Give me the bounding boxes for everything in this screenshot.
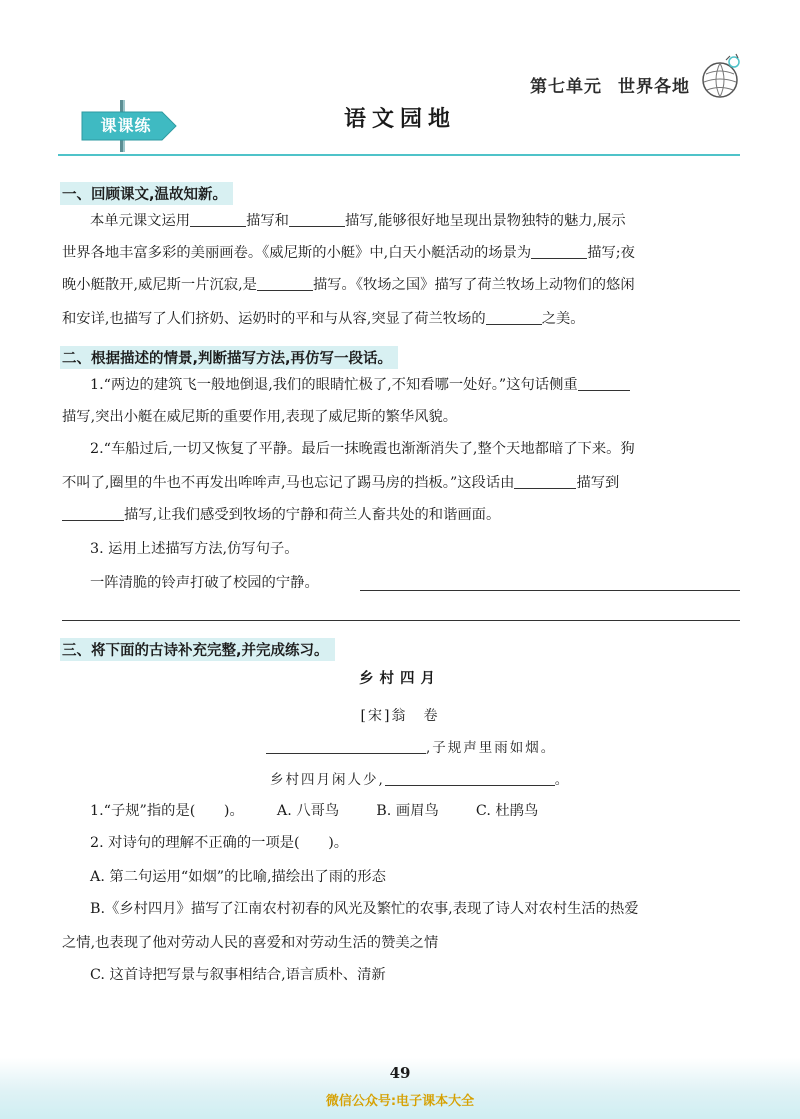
section-3-option-a[interactable]: A. 第二句运用“如烟”的比喻,描绘出了雨的形态 [90, 869, 386, 885]
badge-label: 课课练 [100, 116, 152, 135]
answer-blank[interactable] [385, 769, 555, 786]
text-segment: 。 [554, 772, 571, 788]
section-1-line-4 [62, 304, 744, 334]
unit-topic: 世界各地 [618, 77, 690, 97]
text-segment: 不叫了,圈里的牛也不再发出哞哞声,马也忘记了踢马房的挡板。”这段话由 [62, 475, 515, 491]
section-3-option-b-line-2: 之情,也表现了他对劳动人民的喜爱和对劳动生活的赞美之情 [62, 935, 439, 951]
text-segment: 世界各地丰富多彩的美丽画卷。《威尼斯的小艇》中,白天小艇活动的场景为 [62, 245, 532, 261]
section-2-q3-prompt: 一阵清脆的铃声打破了校园的宁静。 [90, 575, 319, 591]
option-b[interactable]: B. 画眉鸟 [376, 803, 439, 819]
text-segment: 描写和 [246, 213, 289, 229]
section-2-title: 二、根据描述的情景,判断描写方法,再仿写一段话。 [60, 346, 398, 369]
section-2-q2-line-3 [62, 500, 744, 530]
answer-blank[interactable] [266, 737, 426, 754]
unit-label: 第七单元 [530, 77, 602, 97]
section-3-q2: 2. 对诗句的理解不正确的一项是( )。 [90, 835, 349, 851]
footer-note: 微信公众号:电子课本大全 [325, 1094, 475, 1109]
answer-blank[interactable] [486, 308, 542, 325]
page-number: 49 [389, 1064, 411, 1082]
question-text: 1.“子规”指的是( )。 [90, 803, 244, 819]
section-3-title: 三、将下面的古诗补充完整,并完成练习。 [60, 638, 335, 661]
section-2-q1-line-1 [62, 370, 772, 400]
section-3-q1 [62, 796, 772, 826]
text-segment: 晚小艇散开,威尼斯一片沉寂,是 [62, 277, 257, 293]
section-2-q1-line-2: 描写,突出小艇在威尼斯的重要作用,表现了威尼斯的繁华风貌。 [62, 409, 458, 425]
option-c[interactable]: C. 杜鹃鸟 [475, 803, 539, 819]
globe-icon [696, 52, 744, 104]
text-segment: 和安详,也描写了人们挤奶、运奶时的平和与从容,突显了荷兰牧场的 [62, 311, 486, 327]
section-1-title: 一、回顾课文,温故知新。 [60, 182, 233, 205]
unit-header [530, 72, 690, 97]
answer-blank[interactable] [514, 472, 576, 489]
text-segment: 描写。《牧场之国》描写了荷兰牧场上动物们的悠闲 [312, 277, 635, 293]
section-1-line-1 [62, 206, 772, 236]
text-segment: 乡村四月闲人少, [270, 772, 385, 788]
answer-blank[interactable] [62, 504, 124, 521]
section-3-option-b-line-1[interactable]: B.《乡村四月》描写了江南农村初春的风光及繁忙的农事,表现了诗人对农村生活的热爱 [90, 901, 639, 917]
answer-blank[interactable] [531, 242, 587, 259]
text-segment: 描写;夜 [587, 245, 635, 261]
section-1-line-3 [62, 270, 744, 300]
text-segment: 描写,让我们感受到牧场的宁静和荷兰人畜共处的和谐画面。 [124, 507, 501, 523]
section-2-q2-line-2 [62, 468, 744, 498]
poem-line-2 [270, 768, 570, 788]
section-2-q3: 3. 运用上述描写方法,仿写句子。 [90, 541, 299, 557]
writing-line[interactable] [360, 590, 740, 591]
poem-line-1 [266, 736, 556, 756]
text-segment: 描写,能够很好地呈现出景物独特的魅力,展示 [344, 213, 626, 229]
text-segment: ,子规声里雨如烟。 [426, 740, 557, 756]
page-title: 语文园地 [343, 106, 456, 132]
answer-blank[interactable] [289, 210, 345, 227]
text-segment: 描写到 [576, 475, 620, 491]
answer-blank[interactable] [190, 210, 246, 227]
poem-author: [宋]翁 卷 [360, 708, 440, 724]
option-a[interactable]: A. 八哥鸟 [276, 803, 340, 819]
poem-title: 乡村四月 [359, 671, 441, 687]
section-1-line-2 [62, 238, 744, 268]
section-3-option-c[interactable]: C. 这首诗把写景与叙事相结合,语言质朴、清新 [90, 967, 386, 983]
section-2-q2-line-1: 2.“车船过后,一切又恢复了平静。最后一抹晚霞也渐渐消失了,整个天地都暗了下来。狗 [90, 441, 635, 457]
text-segment: 本单元课文运用 [90, 213, 191, 229]
text-segment: 之美。 [541, 311, 585, 327]
answer-blank[interactable] [578, 374, 630, 391]
header-divider [58, 154, 740, 156]
text-segment: 1.“两边的建筑飞一般地倒退,我们的眼睛忙极了,不知看哪一处好。”这句话侧重 [90, 377, 578, 393]
writing-line[interactable] [62, 620, 740, 621]
answer-blank[interactable] [257, 274, 313, 291]
